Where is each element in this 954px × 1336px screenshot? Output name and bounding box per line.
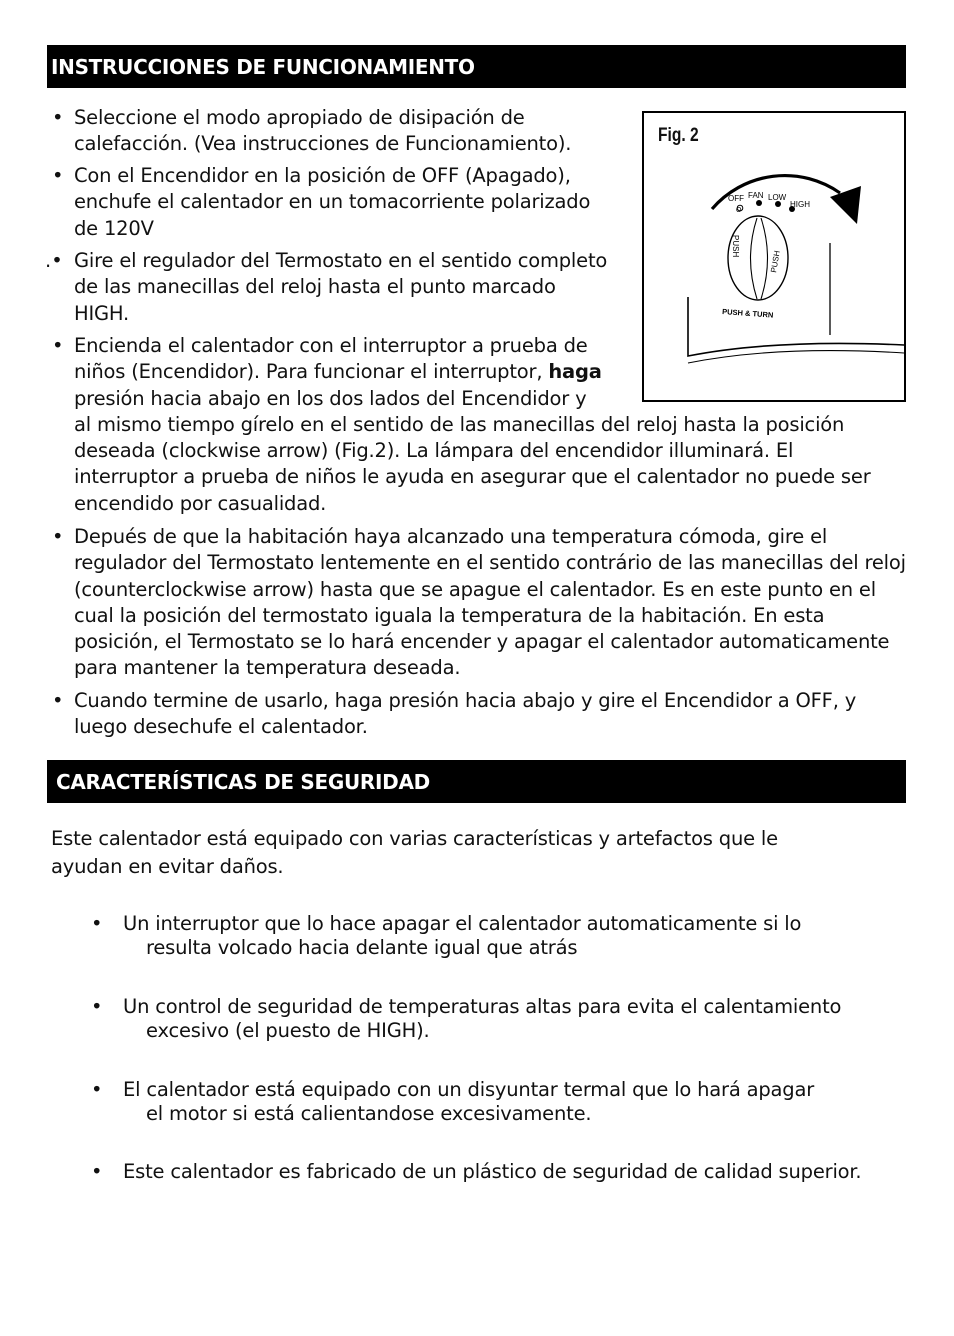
text-line: Un interruptor que lo hace apagar el calentador automaticamente si lo — [123, 912, 802, 935]
operating-bullet-6 — [74, 688, 856, 741]
text-line: regulador del Termostato lentemente en el sentido contrário de las manecillas del reloj — [74, 551, 906, 575]
text-line: encendido por casualidad. — [74, 491, 327, 515]
text-line: de las manecillas del reloj hasta el punto marcado — [74, 275, 556, 299]
safety-bullet-4 — [123, 1160, 861, 1184]
text-line: de 120V — [74, 216, 154, 240]
text-line: enchufe el calentador en un tomacorriente polarizado — [74, 190, 591, 214]
bullet-mark: • — [52, 689, 64, 712]
text-line: Depués de que la habitación haya alcanzado una temperatura cómoda, gire el — [74, 525, 828, 548]
bullet-mark: • — [52, 525, 64, 548]
text-line: Seleccione el modo apropiado de disipación de — [74, 106, 525, 129]
operating-bullet-1 — [74, 105, 571, 158]
bullet-mark: • — [91, 1078, 103, 1101]
text-line: posición, el Termostato se lo hará encender y apagar el calentador automaticamente — [74, 630, 890, 654]
bold-word: haga — [548, 360, 602, 384]
text-line: El calentador está equipado con un disyuntar termal que lo hará apagar — [123, 1078, 815, 1101]
safety-features-title: CARACTERÍSTICAS DE SEGURIDAD — [56, 769, 430, 794]
safety-bullet-1 — [123, 912, 801, 960]
text-line: al mismo tiempo gírelo en el sentido de las manecillas del reloj hasta la posición — [74, 412, 845, 436]
operating-bullet-2 — [74, 163, 590, 242]
text-line: Cuando termine de usarlo, haga presión hacia abajo y gire el Encendidor a OFF, y — [74, 689, 857, 712]
knob-text-left: PUSH — [731, 235, 740, 258]
operating-bullet-5 — [74, 524, 906, 682]
text-segment: niños (Encendidor). Para funcionar el interruptor, — [74, 360, 549, 384]
text-line: interruptor a prueba de niños le ayuda en asegurar que el calentador no puede ser — [74, 465, 871, 489]
safety-intro — [51, 825, 778, 881]
operating-instructions-header — [47, 45, 906, 88]
heater-body-line — [688, 297, 904, 356]
text-line: HIGH. — [74, 301, 130, 325]
text-line: para mantener la temperatura deseada. — [74, 656, 461, 680]
text-line: Con el Encendidor en la posición de OFF (Apagado), — [74, 164, 571, 187]
knob-text-right: PUSH — [769, 249, 782, 274]
figure-label: Fig. 2 — [658, 125, 699, 146]
figure-2-thermostat-dial — [642, 111, 906, 402]
safety-bullet-3 — [123, 1078, 814, 1126]
text-line: Este calentador está equipado con varias características y artefactos que le — [51, 827, 778, 850]
dial-label-high: HIGH — [790, 200, 810, 209]
safety-features-header — [47, 760, 906, 803]
fan-indicator-icon — [756, 200, 762, 206]
bullet-mark: • — [91, 1160, 103, 1183]
text-line: Un control de seguridad de temperaturas altas para evita el calentamiento — [123, 995, 842, 1018]
text-line: luego desechufe el calentador. — [74, 715, 368, 739]
text-line: excesivo (el puesto de HIGH). — [146, 1019, 430, 1042]
bullet-mark: • — [52, 334, 64, 357]
bullet-mark: • — [91, 912, 103, 935]
dial-illustration — [644, 113, 904, 400]
dial-label-fan: FAN — [748, 191, 764, 200]
safety-bullet-2 — [123, 995, 841, 1043]
text-line: el motor si está calientandose excesivamente. — [146, 1102, 592, 1125]
text-line: (counterclockwise arrow) hasta que se apague el calentador. Es en este punto en el — [74, 577, 876, 601]
bullet-mark: .• — [45, 249, 63, 272]
arrow-head-icon — [830, 186, 861, 224]
dial-caption: PUSH & TURN — [721, 307, 774, 320]
bullet-mark: • — [91, 995, 103, 1018]
text-line: Este calentador es fabricado de un plástico de seguridad de calidad superior. — [123, 1160, 862, 1183]
text-line: calefacción. (Vea instrucciones de Funcionamiento). — [74, 132, 572, 156]
text-line: cual la posición del termostato iguala la temperatura de la habitación. En esta — [74, 603, 825, 627]
text-line: presión hacia abajo en los dos lados del Encendidor y — [74, 386, 587, 410]
dial-label-low: LOW — [768, 193, 787, 202]
knob-grip-line — [751, 218, 758, 299]
bullet-mark: • — [52, 106, 64, 129]
dial-label-off: OFF — [728, 194, 744, 203]
text-line: Encienda el calentador con el interruptor a prueba de — [74, 334, 588, 357]
bullet-mark: • — [52, 164, 64, 187]
operating-bullet-3 — [74, 248, 607, 327]
dial-label-off-symbol: O — [736, 207, 742, 214]
heater-body-line-lower — [688, 351, 904, 363]
text-line: ayudan en evitar daños. — [51, 855, 284, 878]
operating-instructions-title: INSTRUCCIONES DE FUNCIONAMIENTO — [51, 54, 475, 79]
text-line: resulta volcado hacia delante igual que atrás — [146, 936, 578, 959]
knob-grip-line — [761, 218, 768, 299]
text-line: Gire el regulador del Termostato en el sentido completo — [74, 249, 608, 272]
text-line: deseada (clockwise arrow) (Fig.2). La lámpara del encendidor illuminará. El — [74, 439, 794, 463]
